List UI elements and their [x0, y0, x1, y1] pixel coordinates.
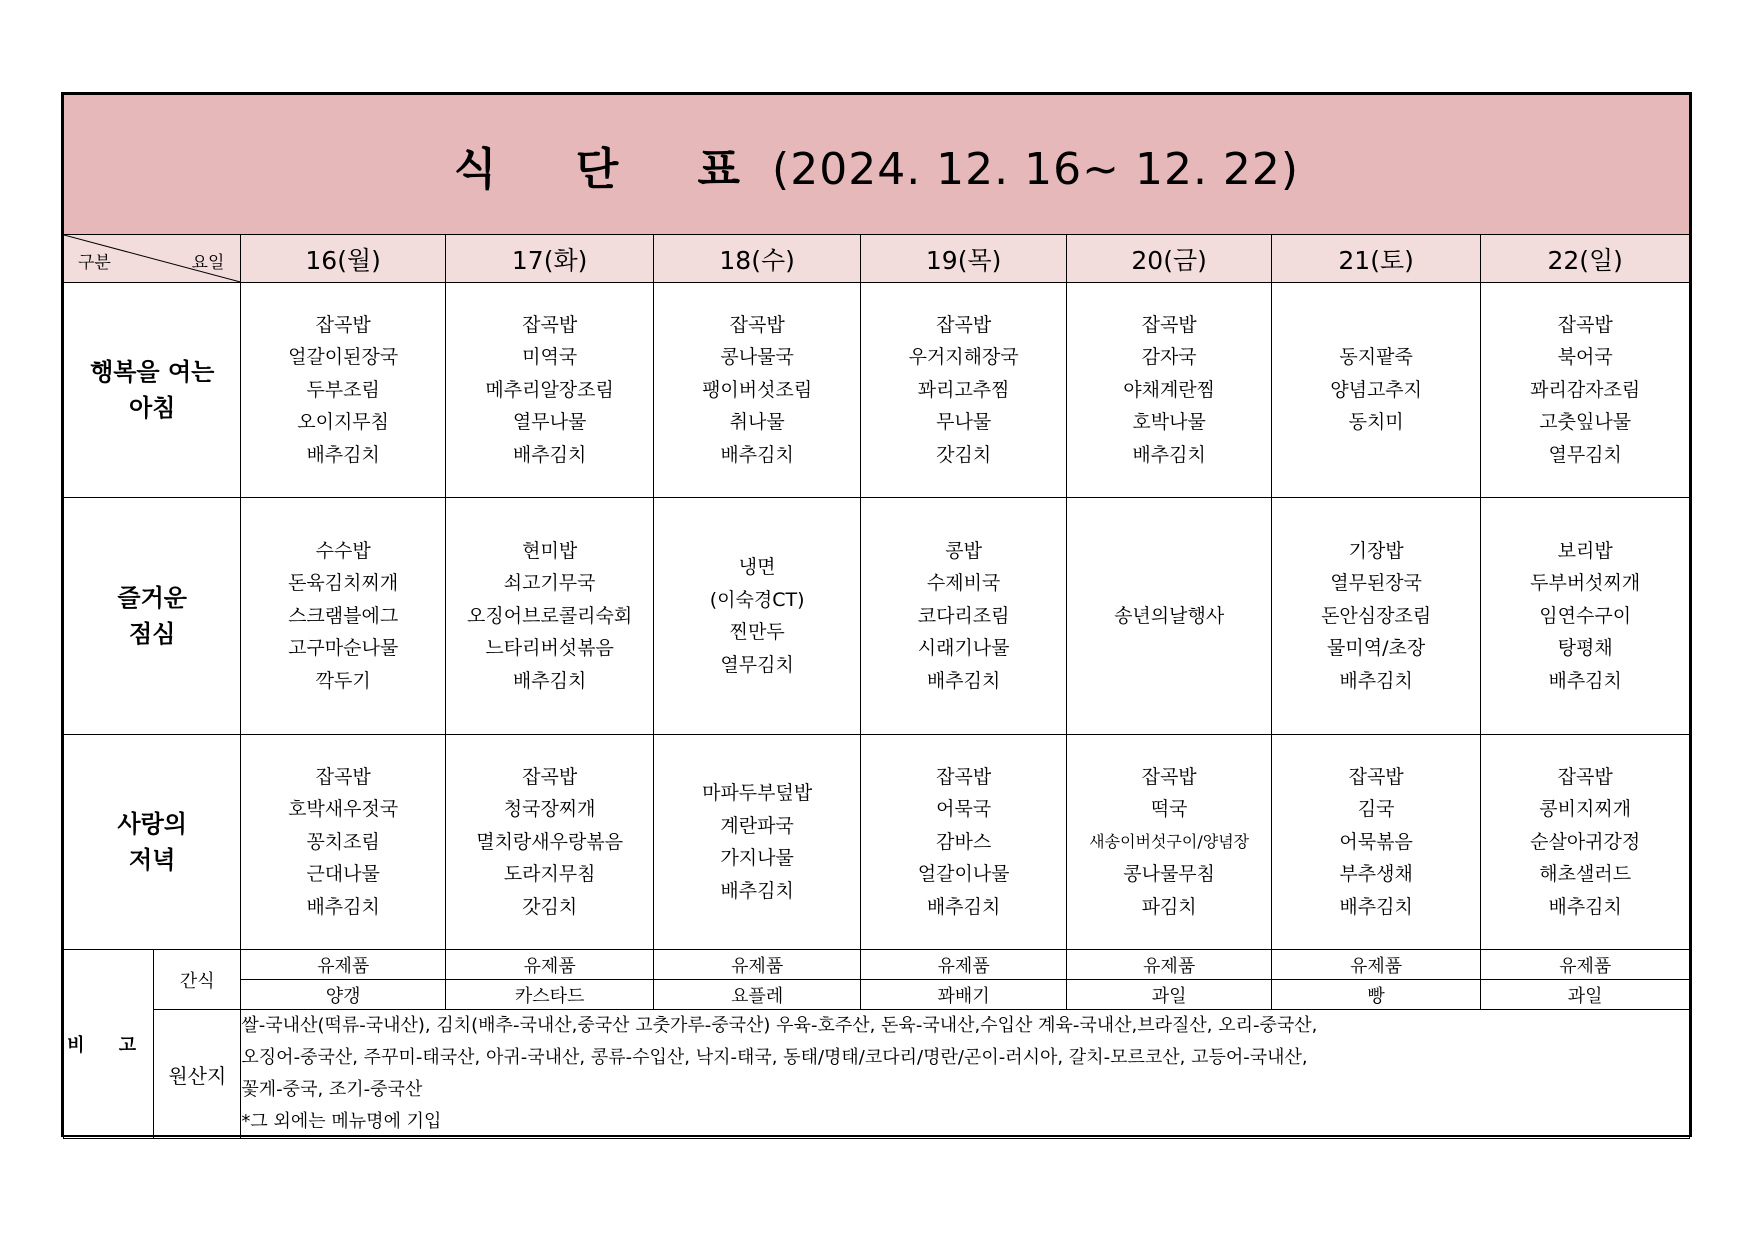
- menu-item: 오징어브로콜리숙회: [467, 604, 633, 627]
- menu-cell: [1271, 283, 1481, 498]
- day-header: 17(화): [445, 235, 654, 283]
- menu-item: 시래기나물: [917, 637, 1010, 660]
- menu-item: 콩나물무침: [1123, 863, 1216, 886]
- menu-item: 두부조림: [306, 378, 380, 401]
- menu-item: 배추김치: [1548, 669, 1622, 692]
- menu-item: 북어국: [1557, 346, 1613, 369]
- menu-item: 배추김치: [1132, 443, 1206, 466]
- snack-cell: 유제품: [1271, 950, 1481, 980]
- menu-item: 잡곡밥: [1557, 313, 1613, 336]
- menu-item: 어묵볶음: [1339, 830, 1413, 853]
- menu-item: 배추김치: [1339, 895, 1413, 918]
- menu-item: (이숙경CT): [709, 588, 805, 611]
- menu-item: 새송이버섯구이/양념장: [1089, 831, 1250, 851]
- menu-item: 깍두기: [315, 669, 371, 692]
- menu-item: 잡곡밥: [729, 313, 785, 336]
- menu-item: 열무김치: [1548, 443, 1622, 466]
- menu-item: 얼갈이나물: [917, 863, 1010, 886]
- snack-cell: 유제품: [445, 950, 654, 980]
- menu-item: 어묵국: [936, 798, 992, 821]
- menu-cell: [241, 498, 445, 735]
- menu-cell: [241, 735, 445, 950]
- menu-sheet: [61, 92, 1692, 1137]
- menu-item: 야채계란찜: [1123, 378, 1216, 401]
- menu-item: 꽈리고추찜: [917, 378, 1010, 401]
- menu-item: 배추김치: [720, 443, 794, 466]
- menu-item: 콩비지찌개: [1539, 798, 1632, 821]
- menu-item: 배추김치: [306, 895, 380, 918]
- snack-cell: 요플레: [654, 980, 861, 1010]
- menu-item: 얼갈이된장국: [288, 346, 399, 369]
- menu-item: 우거지해장국: [908, 346, 1019, 369]
- menu-item: 동지팥죽: [1339, 346, 1413, 369]
- menu-item: 물미역/초장: [1327, 637, 1426, 660]
- snack-cell: 과일: [1067, 980, 1271, 1010]
- menu-item: 배추김치: [720, 879, 794, 902]
- day-header: 21(토): [1271, 235, 1481, 283]
- menu-item: 호박나물: [1132, 411, 1206, 434]
- snack-cell: 유제품: [860, 950, 1067, 980]
- menu-item: 배추김치: [926, 669, 1001, 692]
- menu-item: 고춧잎나물: [1539, 411, 1632, 434]
- day-header: 16(월): [241, 235, 445, 283]
- menu-item: 배추김치: [512, 669, 587, 692]
- snack-row-2: [64, 980, 1690, 1010]
- menu-item: 고구마순나물: [288, 637, 399, 660]
- menu-item: 두부버섯찌개: [1530, 572, 1641, 595]
- menu-table: [63, 94, 1690, 1139]
- menu-cell: [860, 283, 1067, 498]
- snack-cell: 과일: [1481, 980, 1690, 1010]
- menu-item: 김국: [1357, 798, 1395, 821]
- snack-cell: 유제품: [1481, 950, 1690, 980]
- snack-cell: 양갱: [241, 980, 445, 1010]
- menu-item: 냉면: [738, 556, 776, 578]
- menu-item: 미역국: [522, 346, 578, 369]
- menu-item: 수수밥: [315, 539, 371, 562]
- menu-item: 잡곡밥: [1141, 313, 1197, 336]
- corner-right-label: 요일: [191, 253, 225, 273]
- menu-item: 임연수구이: [1539, 604, 1632, 627]
- day-header-row: [64, 235, 1690, 283]
- menu-item: 잡곡밥: [522, 313, 578, 336]
- menu-item: 탕평채: [1557, 637, 1613, 660]
- menu-cell: [1481, 283, 1690, 498]
- menu-cell: [1067, 735, 1271, 950]
- notes-label: 비 고: [64, 950, 154, 1139]
- day-header: 19(목): [860, 235, 1067, 283]
- day-header: 18(수): [654, 235, 861, 283]
- menu-item: 잡곡밥: [1348, 765, 1404, 788]
- menu-item: 갓김치: [522, 895, 578, 918]
- snack-cell: 유제품: [1067, 950, 1271, 980]
- menu-item: 마파두부덮밥: [702, 782, 813, 804]
- origin-line: 오징어-중국산, 주꾸미-태국산, 아귀-국내산, 콩류-수입산, 낙지-태국, 동태/명태/코다리/명란/곤이-러시아, 갈치-모르코산, 고등어-국내산,: [241, 1047, 1308, 1068]
- menu-item: 오이지무침: [297, 411, 390, 434]
- menu-cell: [445, 498, 654, 735]
- title-date: (2024. 12. 16~ 12. 22): [772, 143, 1300, 195]
- menu-item: 무나물: [936, 411, 992, 434]
- menu-item: 보리밥: [1557, 539, 1613, 562]
- menu-item: 배추김치: [1339, 669, 1413, 692]
- title-main: 식 단 표: [453, 143, 773, 195]
- menu-item: 잡곡밥: [936, 765, 992, 788]
- meal-row-dinner: [64, 735, 1690, 950]
- menu-item: 순살아귀강정: [1530, 830, 1641, 853]
- origin-label: 원산지: [154, 1010, 241, 1139]
- menu-item: 쇠고기무국: [503, 572, 596, 595]
- menu-cell: [1271, 498, 1481, 735]
- page-title: [64, 95, 1690, 235]
- menu-item: 감자국: [1141, 346, 1197, 369]
- day-header: 20(금): [1067, 235, 1271, 283]
- meal-row-lunch: [64, 498, 1690, 735]
- snack-cell: 유제품: [241, 950, 445, 980]
- menu-cell: [654, 283, 861, 498]
- menu-item: 감바스: [936, 830, 992, 853]
- snack-cell: 빵: [1271, 980, 1481, 1010]
- origin-line: 꽃게-중국, 조기-중국산: [241, 1079, 423, 1100]
- menu-cell: [654, 498, 861, 735]
- menu-cell: [445, 283, 654, 498]
- menu-cell: [860, 498, 1067, 735]
- menu-item: 잡곡밥: [315, 313, 371, 336]
- menu-cell: [1481, 498, 1690, 735]
- menu-item: 잡곡밥: [1141, 765, 1197, 788]
- menu-cell: [1067, 283, 1271, 498]
- menu-item: 호박새우젓국: [288, 798, 399, 821]
- menu-item: 기장밥: [1348, 539, 1404, 562]
- menu-item: 근대나물: [306, 863, 380, 886]
- menu-item: 청국장찌개: [503, 798, 596, 821]
- menu-item: 잡곡밥: [315, 765, 371, 788]
- menu-item: 콩밥: [945, 539, 982, 562]
- menu-cell: [241, 283, 445, 498]
- menu-item: 돈육김치찌개: [288, 572, 399, 595]
- snack-cell: 꽈배기: [860, 980, 1067, 1010]
- menu-item: 파김치: [1141, 895, 1197, 918]
- menu-item: 계란파국: [720, 814, 794, 837]
- menu-item: 떡국: [1150, 798, 1188, 821]
- menu-item: 멸치랑새우랑볶음: [476, 830, 624, 853]
- menu-item: 느타리버섯볶음: [485, 637, 614, 660]
- menu-item: 해초샐러드: [1539, 863, 1632, 886]
- menu-cell: [1481, 735, 1690, 950]
- menu-item: 잡곡밥: [936, 313, 992, 336]
- menu-item: 수제비국: [926, 572, 1001, 595]
- meal-label: 행복을 여는 아침: [64, 283, 241, 498]
- snack-cell: 카스타드: [445, 980, 654, 1010]
- menu-item: 꽈리감자조림: [1530, 378, 1641, 401]
- snack-cell: 유제품: [654, 950, 861, 980]
- menu-cell: [445, 735, 654, 950]
- menu-item: 메추리알장조림: [485, 378, 614, 401]
- day-header: 22(일): [1481, 235, 1690, 283]
- meal-row-breakfast: [64, 283, 1690, 498]
- menu-item: 열무김치: [720, 653, 794, 676]
- snack-row-1: [64, 950, 1690, 980]
- menu-item: 송년의날행사: [1114, 604, 1225, 627]
- menu-item: 돈안심장조림: [1321, 604, 1432, 627]
- origin-line: *그 외에는 메뉴명에 기입: [241, 1111, 442, 1132]
- menu-item: 콩나물국: [720, 346, 794, 369]
- menu-item: 팽이버섯조림: [702, 378, 813, 401]
- menu-item: 꽁치조림: [306, 830, 380, 853]
- menu-item: 배추김치: [1548, 895, 1622, 918]
- menu-item: 열무나물: [512, 411, 587, 434]
- corner-cell: [64, 235, 241, 283]
- menu-cell: [1271, 735, 1481, 950]
- menu-item: 배추김치: [512, 443, 587, 466]
- snack-label: 간식: [154, 950, 241, 1010]
- menu-item: 부추생채: [1339, 863, 1413, 886]
- origin-row: [64, 1010, 1690, 1139]
- menu-cell: [1067, 498, 1271, 735]
- menu-item: 갓김치: [936, 443, 992, 466]
- menu-item: 잡곡밥: [522, 765, 578, 788]
- menu-item: 찐만두: [729, 621, 785, 643]
- origin-line: 쌀-국내산(떡류-국내산), 김치(배추-국내산,중국산 고춧가루-중국산) 우육-호주산, 돈육-국내산,수입산 계육-국내산,브라질산, 오리-중국산,: [241, 1015, 1318, 1036]
- menu-item: 동치미: [1348, 411, 1404, 434]
- corner-left-label: 구분: [78, 253, 111, 273]
- menu-item: 스크램블에그: [288, 604, 399, 627]
- menu-cell: [654, 735, 861, 950]
- menu-item: 배추김치: [306, 443, 380, 466]
- menu-item: 도라지무침: [503, 863, 596, 886]
- menu-item: 잡곡밥: [1557, 765, 1613, 788]
- origin-info: [241, 1010, 1690, 1139]
- menu-item: 배추김치: [926, 895, 1001, 918]
- menu-item: 취나물: [729, 411, 785, 434]
- menu-item: 가지나물: [720, 847, 794, 869]
- meal-label: 사랑의 저녁: [64, 735, 241, 950]
- menu-item: 현미밥: [522, 539, 578, 562]
- menu-item: 양념고추지: [1330, 378, 1423, 401]
- menu-item: 코다리조림: [917, 604, 1010, 627]
- meal-label: 즐거운 점심: [64, 498, 241, 735]
- menu-item: 열무된장국: [1330, 572, 1423, 595]
- menu-cell: [860, 735, 1067, 950]
